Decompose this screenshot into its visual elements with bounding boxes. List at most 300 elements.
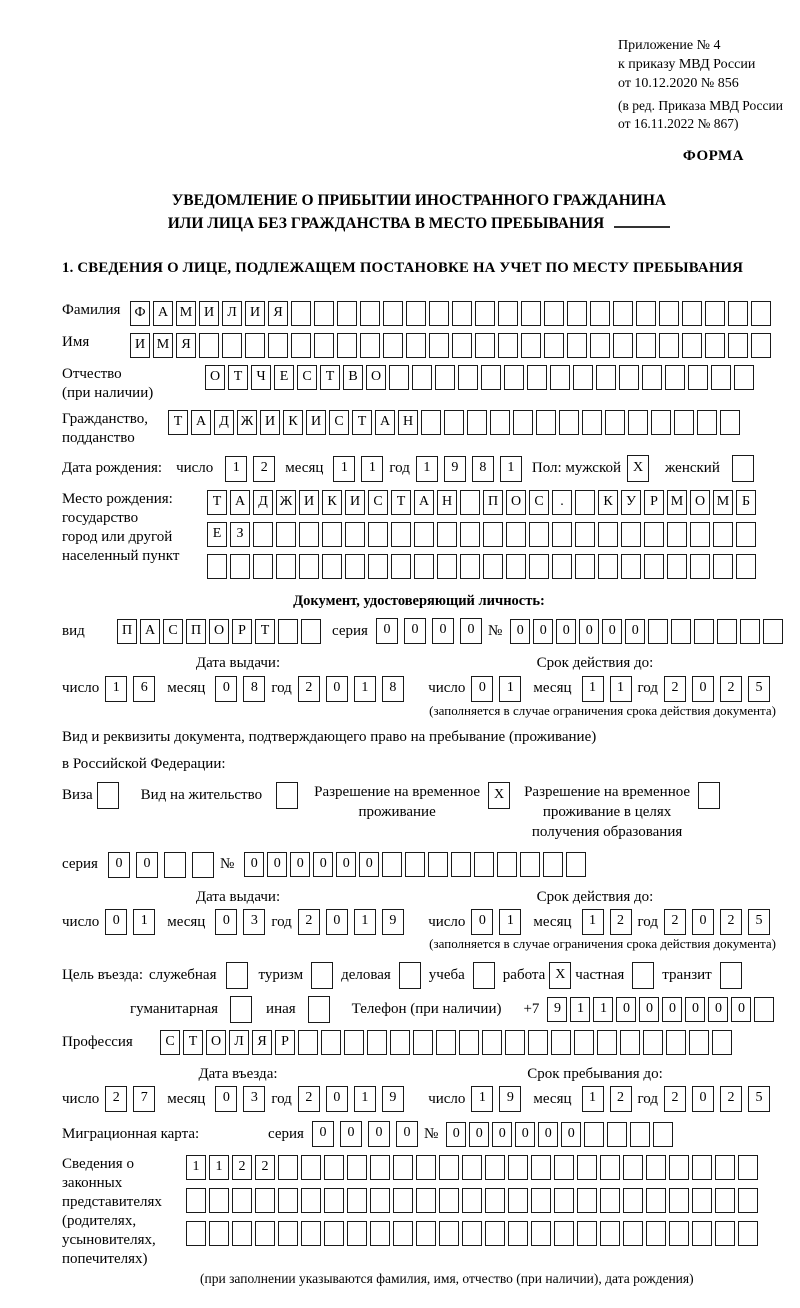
stay-year-input[interactable] <box>664 1086 776 1112</box>
char-cell[interactable]: 1 <box>499 909 521 935</box>
char-cell[interactable]: И <box>130 333 150 358</box>
char-cell[interactable] <box>692 1188 712 1213</box>
document-issue-month-input[interactable] <box>215 676 271 702</box>
char-cell[interactable] <box>253 522 273 547</box>
char-cell[interactable] <box>268 333 288 358</box>
char-cell[interactable] <box>314 333 334 358</box>
char-cell[interactable]: 1 <box>133 909 155 935</box>
char-cell[interactable]: 9 <box>499 1086 521 1112</box>
char-cell[interactable]: Ф <box>130 301 150 326</box>
char-cell[interactable] <box>508 1188 528 1213</box>
char-cell[interactable]: X <box>627 455 649 482</box>
char-cell[interactable] <box>559 410 579 435</box>
char-cell[interactable] <box>630 1122 650 1147</box>
char-cell[interactable]: Т <box>183 1030 203 1055</box>
char-cell[interactable] <box>590 301 610 326</box>
profession-input[interactable] <box>160 1030 735 1055</box>
char-cell[interactable]: 1 <box>570 997 590 1022</box>
char-cell[interactable] <box>674 410 694 435</box>
document-issue-day-input[interactable] <box>105 676 161 702</box>
char-cell[interactable]: 8 <box>382 676 404 702</box>
char-cell[interactable] <box>483 522 503 547</box>
char-cell[interactable]: Т <box>391 490 411 515</box>
char-cell[interactable] <box>543 852 563 877</box>
permit-issue-month-input[interactable] <box>215 909 271 935</box>
char-cell[interactable] <box>738 1221 758 1246</box>
entry-day-input[interactable] <box>105 1086 161 1112</box>
birthplace-input-line3[interactable] <box>207 554 759 579</box>
purpose-other-checkbox[interactable] <box>308 996 330 1023</box>
char-cell[interactable]: 0 <box>136 852 158 878</box>
char-cell[interactable] <box>460 490 480 515</box>
char-cell[interactable]: 9 <box>547 997 567 1022</box>
char-cell[interactable] <box>692 1155 712 1180</box>
char-cell[interactable]: Ч <box>251 365 271 390</box>
char-cell[interactable]: М <box>713 490 733 515</box>
char-cell[interactable] <box>554 1155 574 1180</box>
migration-number-input[interactable] <box>446 1122 676 1147</box>
char-cell[interactable] <box>278 619 298 644</box>
char-cell[interactable]: Р <box>232 619 252 644</box>
char-cell[interactable]: 9 <box>444 456 466 482</box>
permit-series-input[interactable] <box>108 852 220 878</box>
document-number-input[interactable] <box>510 619 786 644</box>
char-cell[interactable] <box>390 1030 410 1055</box>
char-cell[interactable]: 0 <box>340 1121 362 1147</box>
char-cell[interactable] <box>528 1030 548 1055</box>
char-cell[interactable] <box>682 301 702 326</box>
char-cell[interactable]: . <box>552 490 572 515</box>
char-cell[interactable] <box>621 522 641 547</box>
char-cell[interactable] <box>485 1188 505 1213</box>
char-cell[interactable] <box>337 301 357 326</box>
char-cell[interactable]: Н <box>437 490 457 515</box>
char-cell[interactable] <box>671 619 691 644</box>
char-cell[interactable]: 0 <box>602 619 622 644</box>
char-cell[interactable] <box>577 1221 597 1246</box>
representatives-input-line1[interactable] <box>186 1155 761 1180</box>
char-cell[interactable] <box>301 1221 321 1246</box>
char-cell[interactable] <box>574 1030 594 1055</box>
char-cell[interactable]: П <box>186 619 206 644</box>
char-cell[interactable] <box>536 410 556 435</box>
char-cell[interactable]: 1 <box>471 1086 493 1112</box>
char-cell[interactable] <box>498 333 518 358</box>
char-cell[interactable]: 0 <box>492 1122 512 1147</box>
char-cell[interactable] <box>436 1030 456 1055</box>
char-cell[interactable] <box>278 1188 298 1213</box>
purpose-work-checkbox[interactable] <box>549 962 571 989</box>
char-cell[interactable] <box>763 619 783 644</box>
char-cell[interactable]: 0 <box>731 997 751 1022</box>
char-cell[interactable] <box>199 333 219 358</box>
char-cell[interactable]: А <box>191 410 211 435</box>
document-kind-input[interactable] <box>117 619 324 644</box>
char-cell[interactable] <box>600 1188 620 1213</box>
char-cell[interactable] <box>291 301 311 326</box>
char-cell[interactable]: 0 <box>556 619 576 644</box>
char-cell[interactable] <box>531 1221 551 1246</box>
char-cell[interactable] <box>648 619 668 644</box>
char-cell[interactable]: 8 <box>243 676 265 702</box>
patronymic-input[interactable] <box>205 365 757 390</box>
char-cell[interactable] <box>504 365 524 390</box>
char-cell[interactable]: 0 <box>359 852 379 877</box>
char-cell[interactable] <box>209 1188 229 1213</box>
char-cell[interactable] <box>324 1188 344 1213</box>
birthplace-input-line1[interactable] <box>207 490 759 515</box>
char-cell[interactable] <box>623 1188 643 1213</box>
char-cell[interactable] <box>413 1030 433 1055</box>
char-cell[interactable]: А <box>414 490 434 515</box>
char-cell[interactable] <box>383 301 403 326</box>
char-cell[interactable]: 1 <box>499 676 521 702</box>
char-cell[interactable]: З <box>230 522 250 547</box>
char-cell[interactable]: Т <box>352 410 372 435</box>
char-cell[interactable] <box>481 365 501 390</box>
char-cell[interactable] <box>253 554 273 579</box>
char-cell[interactable]: И <box>199 301 219 326</box>
char-cell[interactable]: 0 <box>616 997 636 1022</box>
char-cell[interactable]: Ж <box>237 410 257 435</box>
char-cell[interactable] <box>715 1221 735 1246</box>
char-cell[interactable]: 0 <box>105 909 127 935</box>
char-cell[interactable]: 1 <box>361 456 383 482</box>
char-cell[interactable] <box>483 554 503 579</box>
char-cell[interactable] <box>600 1221 620 1246</box>
char-cell[interactable]: 0 <box>312 1121 334 1147</box>
char-cell[interactable] <box>370 1188 390 1213</box>
char-cell[interactable] <box>694 619 714 644</box>
char-cell[interactable]: Р <box>644 490 664 515</box>
char-cell[interactable] <box>416 1221 436 1246</box>
char-cell[interactable]: 1 <box>582 909 604 935</box>
char-cell[interactable] <box>301 1188 321 1213</box>
char-cell[interactable] <box>460 522 480 547</box>
char-cell[interactable] <box>643 1030 663 1055</box>
char-cell[interactable] <box>521 333 541 358</box>
char-cell[interactable] <box>393 1188 413 1213</box>
char-cell[interactable] <box>642 365 662 390</box>
char-cell[interactable]: Е <box>207 522 227 547</box>
char-cell[interactable]: А <box>140 619 160 644</box>
char-cell[interactable] <box>665 365 685 390</box>
char-cell[interactable]: М <box>667 490 687 515</box>
char-cell[interactable]: О <box>206 1030 226 1055</box>
char-cell[interactable]: 0 <box>432 618 454 644</box>
char-cell[interactable]: 0 <box>215 909 237 935</box>
char-cell[interactable] <box>544 333 564 358</box>
char-cell[interactable]: И <box>306 410 326 435</box>
char-cell[interactable] <box>322 554 342 579</box>
char-cell[interactable] <box>391 554 411 579</box>
document-series-input[interactable] <box>376 618 488 644</box>
char-cell[interactable] <box>344 1030 364 1055</box>
char-cell[interactable]: 2 <box>253 456 275 482</box>
char-cell[interactable] <box>232 1221 252 1246</box>
representatives-input-line3[interactable] <box>186 1221 761 1246</box>
char-cell[interactable]: Т <box>168 410 188 435</box>
char-cell[interactable] <box>550 365 570 390</box>
char-cell[interactable]: 1 <box>582 1086 604 1112</box>
char-cell[interactable]: И <box>245 301 265 326</box>
char-cell[interactable] <box>382 852 402 877</box>
char-cell[interactable] <box>529 554 549 579</box>
char-cell[interactable] <box>666 1030 686 1055</box>
char-cell[interactable] <box>186 1221 206 1246</box>
char-cell[interactable]: Д <box>253 490 273 515</box>
char-cell[interactable] <box>651 410 671 435</box>
char-cell[interactable] <box>164 852 186 878</box>
char-cell[interactable] <box>322 522 342 547</box>
char-cell[interactable]: 0 <box>404 618 426 644</box>
char-cell[interactable]: 1 <box>416 456 438 482</box>
char-cell[interactable] <box>368 522 388 547</box>
char-cell[interactable] <box>416 1188 436 1213</box>
char-cell[interactable]: 0 <box>510 619 530 644</box>
char-cell[interactable]: Я <box>176 333 196 358</box>
char-cell[interactable] <box>498 301 518 326</box>
char-cell[interactable]: И <box>345 490 365 515</box>
char-cell[interactable] <box>754 997 774 1022</box>
char-cell[interactable] <box>314 301 334 326</box>
char-cell[interactable]: Т <box>207 490 227 515</box>
char-cell[interactable] <box>347 1155 367 1180</box>
char-cell[interactable]: 0 <box>326 676 348 702</box>
document-valid-day-input[interactable] <box>471 676 527 702</box>
surname-input[interactable] <box>130 301 774 326</box>
char-cell[interactable] <box>209 1221 229 1246</box>
char-cell[interactable] <box>421 410 441 435</box>
char-cell[interactable] <box>429 333 449 358</box>
char-cell[interactable] <box>299 522 319 547</box>
permit-valid-year-input[interactable] <box>664 909 776 935</box>
char-cell[interactable] <box>713 522 733 547</box>
char-cell[interactable]: С <box>297 365 317 390</box>
char-cell[interactable] <box>508 1221 528 1246</box>
char-cell[interactable]: 0 <box>579 619 599 644</box>
char-cell[interactable]: Д <box>214 410 234 435</box>
char-cell[interactable] <box>682 333 702 358</box>
char-cell[interactable] <box>659 301 679 326</box>
char-cell[interactable]: П <box>117 619 137 644</box>
char-cell[interactable]: 0 <box>639 997 659 1022</box>
permit-number-input[interactable] <box>244 852 589 877</box>
char-cell[interactable]: 2 <box>298 676 320 702</box>
char-cell[interactable] <box>732 455 754 482</box>
char-cell[interactable] <box>439 1221 459 1246</box>
char-cell[interactable] <box>299 554 319 579</box>
document-valid-year-input[interactable] <box>664 676 776 702</box>
birth-day-input[interactable] <box>225 456 281 482</box>
temp-residence-education-checkbox[interactable] <box>698 782 720 809</box>
char-cell[interactable]: 1 <box>354 676 376 702</box>
char-cell[interactable] <box>567 301 587 326</box>
char-cell[interactable]: А <box>375 410 395 435</box>
char-cell[interactable]: 0 <box>336 852 356 877</box>
char-cell[interactable] <box>554 1221 574 1246</box>
char-cell[interactable] <box>715 1188 735 1213</box>
purpose-official-checkbox[interactable] <box>226 962 248 989</box>
char-cell[interactable]: 2 <box>610 1086 632 1112</box>
char-cell[interactable]: 0 <box>446 1122 466 1147</box>
char-cell[interactable] <box>505 1030 525 1055</box>
birth-year-input[interactable] <box>416 456 528 482</box>
char-cell[interactable]: 2 <box>105 1086 127 1112</box>
char-cell[interactable] <box>653 1122 673 1147</box>
permit-issue-day-input[interactable] <box>105 909 161 935</box>
char-cell[interactable] <box>245 333 265 358</box>
char-cell[interactable] <box>669 1155 689 1180</box>
char-cell[interactable]: 1 <box>225 456 247 482</box>
char-cell[interactable] <box>467 410 487 435</box>
char-cell[interactable]: И <box>299 490 319 515</box>
char-cell[interactable] <box>573 365 593 390</box>
char-cell[interactable]: 1 <box>354 909 376 935</box>
char-cell[interactable] <box>439 1188 459 1213</box>
char-cell[interactable] <box>298 1030 318 1055</box>
char-cell[interactable] <box>444 410 464 435</box>
char-cell[interactable] <box>393 1155 413 1180</box>
char-cell[interactable]: 0 <box>267 852 287 877</box>
char-cell[interactable]: М <box>176 301 196 326</box>
char-cell[interactable] <box>278 1155 298 1180</box>
char-cell[interactable] <box>521 301 541 326</box>
char-cell[interactable] <box>474 852 494 877</box>
char-cell[interactable]: К <box>283 410 303 435</box>
char-cell[interactable] <box>97 782 119 809</box>
char-cell[interactable] <box>688 365 708 390</box>
char-cell[interactable] <box>636 301 656 326</box>
char-cell[interactable]: П <box>483 490 503 515</box>
char-cell[interactable] <box>712 1030 732 1055</box>
char-cell[interactable]: Я <box>268 301 288 326</box>
char-cell[interactable]: Л <box>229 1030 249 1055</box>
char-cell[interactable] <box>391 522 411 547</box>
char-cell[interactable] <box>278 1221 298 1246</box>
char-cell[interactable] <box>414 522 434 547</box>
char-cell[interactable]: 0 <box>515 1122 535 1147</box>
char-cell[interactable] <box>428 852 448 877</box>
char-cell[interactable]: С <box>529 490 549 515</box>
char-cell[interactable]: 0 <box>313 852 333 877</box>
char-cell[interactable] <box>485 1155 505 1180</box>
char-cell[interactable] <box>459 1030 479 1055</box>
char-cell[interactable] <box>437 522 457 547</box>
char-cell[interactable]: 2 <box>610 909 632 935</box>
char-cell[interactable] <box>399 962 421 989</box>
char-cell[interactable]: 2 <box>720 676 742 702</box>
char-cell[interactable] <box>520 852 540 877</box>
char-cell[interactable]: 0 <box>215 1086 237 1112</box>
char-cell[interactable] <box>575 490 595 515</box>
char-cell[interactable] <box>345 522 365 547</box>
char-cell[interactable]: 0 <box>326 1086 348 1112</box>
char-cell[interactable] <box>462 1155 482 1180</box>
char-cell[interactable]: 3 <box>243 1086 265 1112</box>
char-cell[interactable]: Б <box>736 490 756 515</box>
char-cell[interactable] <box>308 996 330 1023</box>
char-cell[interactable] <box>506 522 526 547</box>
char-cell[interactable] <box>717 619 737 644</box>
char-cell[interactable]: 0 <box>215 676 237 702</box>
char-cell[interactable]: У <box>621 490 641 515</box>
char-cell[interactable] <box>405 852 425 877</box>
char-cell[interactable] <box>429 301 449 326</box>
char-cell[interactable] <box>508 1155 528 1180</box>
char-cell[interactable]: 1 <box>500 456 522 482</box>
char-cell[interactable]: 1 <box>209 1155 229 1180</box>
char-cell[interactable]: 0 <box>460 618 482 644</box>
char-cell[interactable] <box>621 554 641 579</box>
char-cell[interactable] <box>566 852 586 877</box>
char-cell[interactable] <box>416 1155 436 1180</box>
char-cell[interactable] <box>230 996 252 1023</box>
char-cell[interactable]: К <box>598 490 618 515</box>
permit-valid-month-input[interactable] <box>582 909 638 935</box>
char-cell[interactable] <box>490 410 510 435</box>
char-cell[interactable]: О <box>205 365 225 390</box>
purpose-tourism-checkbox[interactable] <box>311 962 333 989</box>
char-cell[interactable] <box>544 301 564 326</box>
char-cell[interactable]: 0 <box>244 852 264 877</box>
char-cell[interactable] <box>728 301 748 326</box>
representatives-input-line2[interactable] <box>186 1188 761 1213</box>
char-cell[interactable] <box>713 554 733 579</box>
char-cell[interactable] <box>393 1221 413 1246</box>
entry-year-input[interactable] <box>298 1086 410 1112</box>
char-cell[interactable]: Е <box>274 365 294 390</box>
char-cell[interactable]: 0 <box>396 1121 418 1147</box>
char-cell[interactable] <box>222 333 242 358</box>
char-cell[interactable] <box>230 554 250 579</box>
document-valid-month-input[interactable] <box>582 676 638 702</box>
char-cell[interactable]: В <box>343 365 363 390</box>
char-cell[interactable]: Н <box>398 410 418 435</box>
char-cell[interactable] <box>482 1030 502 1055</box>
char-cell[interactable]: К <box>322 490 342 515</box>
char-cell[interactable] <box>690 554 710 579</box>
char-cell[interactable]: 6 <box>133 676 155 702</box>
char-cell[interactable] <box>596 365 616 390</box>
char-cell[interactable]: 0 <box>708 997 728 1022</box>
char-cell[interactable] <box>597 1030 617 1055</box>
phone-input[interactable] <box>547 997 777 1022</box>
char-cell[interactable] <box>582 410 602 435</box>
char-cell[interactable]: 2 <box>664 1086 686 1112</box>
char-cell[interactable] <box>186 1188 206 1213</box>
char-cell[interactable] <box>412 365 432 390</box>
char-cell[interactable] <box>529 522 549 547</box>
char-cell[interactable] <box>552 522 572 547</box>
char-cell[interactable] <box>452 333 472 358</box>
char-cell[interactable] <box>389 365 409 390</box>
char-cell[interactable] <box>620 1030 640 1055</box>
char-cell[interactable] <box>291 333 311 358</box>
char-cell[interactable] <box>406 301 426 326</box>
char-cell[interactable] <box>720 962 742 989</box>
char-cell[interactable] <box>705 333 725 358</box>
char-cell[interactable] <box>475 301 495 326</box>
char-cell[interactable] <box>192 852 214 878</box>
char-cell[interactable] <box>475 333 495 358</box>
char-cell[interactable]: 0 <box>471 909 493 935</box>
char-cell[interactable]: Р <box>275 1030 295 1055</box>
char-cell[interactable]: Ж <box>276 490 296 515</box>
char-cell[interactable]: 5 <box>748 909 770 935</box>
purpose-private-checkbox[interactable] <box>632 962 654 989</box>
entry-month-input[interactable] <box>215 1086 271 1112</box>
